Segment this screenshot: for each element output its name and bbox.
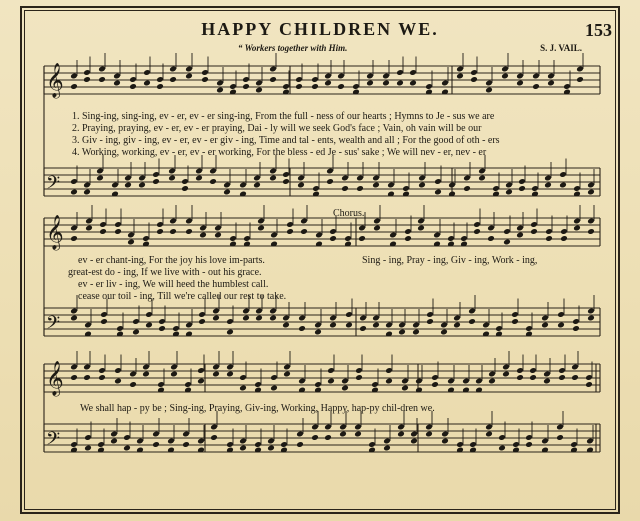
note-head <box>418 182 426 189</box>
note-head <box>156 228 164 235</box>
note-head <box>431 381 439 388</box>
note-head <box>453 322 461 329</box>
note-head <box>169 228 177 235</box>
note-head <box>85 225 93 232</box>
note-head <box>576 76 584 83</box>
note-head <box>359 325 367 332</box>
note-head <box>587 315 595 322</box>
note-head <box>123 445 131 452</box>
note-head <box>585 381 593 388</box>
note-head <box>226 329 234 336</box>
note-head <box>532 83 540 90</box>
verse-3-line-1: 3. Giv - ing, giv - ing, ev - er, ev - er giv - ing, Time and tal - ents, wealth and all ; For the good of oth - ers <box>72 135 500 146</box>
note-head <box>425 431 433 438</box>
note-head <box>129 83 137 90</box>
note-head <box>114 378 122 385</box>
treble-clef-icon: 𝄞 <box>46 215 64 250</box>
note-head <box>242 315 250 322</box>
note-head <box>487 235 495 242</box>
note-head <box>324 434 332 441</box>
note-head <box>295 83 303 90</box>
note-head <box>169 76 177 83</box>
note-head <box>100 318 108 325</box>
note-head <box>547 80 555 87</box>
chorus-lyrics-line-2: We shall hap - py be ; Sing-ing, Praying, Giv-ing, Working, Happy, hap-py chil-dren we. <box>80 403 435 414</box>
note-head <box>501 73 509 80</box>
note-head <box>329 235 337 242</box>
note-head <box>485 87 493 94</box>
note-head <box>198 318 206 325</box>
note-head <box>70 235 78 242</box>
note-head <box>573 225 581 232</box>
verse-2-line-1: 2. Praying, praying, ev - er, ev - er praying, Dai - ly will we seek God's face ; Vain, oh vain will be our <box>72 123 482 134</box>
note-head <box>503 239 511 246</box>
note-head <box>516 374 524 381</box>
note-head <box>434 189 442 196</box>
note-head <box>337 83 345 90</box>
note-head <box>382 80 390 87</box>
note-head <box>478 175 486 182</box>
note-head <box>516 80 524 87</box>
note-head <box>372 182 380 189</box>
note-head <box>212 315 220 322</box>
hymn-subtitle: “ Workers together with Him. <box>238 43 348 53</box>
note-head <box>114 228 122 235</box>
note-head <box>209 178 217 185</box>
note-head <box>84 445 92 452</box>
note-head <box>242 83 250 90</box>
note-head <box>113 80 121 87</box>
note-head <box>498 445 506 452</box>
note-head <box>223 189 231 196</box>
bass-clef-icon: 𝄢 <box>46 429 61 454</box>
note-head <box>545 235 553 242</box>
note-head <box>326 178 334 185</box>
note-head <box>70 189 78 196</box>
note-head <box>282 322 290 329</box>
note-head <box>468 318 476 325</box>
note-head <box>216 87 224 94</box>
note-head <box>541 322 549 329</box>
note-head <box>571 374 579 381</box>
note-head <box>557 322 565 329</box>
note-head <box>255 315 263 322</box>
note-head <box>282 178 290 185</box>
note-head <box>170 371 178 378</box>
note-head <box>412 329 420 336</box>
note-head <box>505 189 513 196</box>
note-head <box>70 83 78 90</box>
note-head <box>373 225 381 232</box>
note-head <box>559 182 567 189</box>
note-head <box>195 175 203 182</box>
staff <box>44 63 600 99</box>
note-head <box>341 185 349 192</box>
note-head <box>239 385 247 392</box>
note-head <box>168 175 176 182</box>
note-head <box>417 225 425 232</box>
treble-clef-icon: 𝄞 <box>46 63 64 98</box>
note-head <box>560 235 568 242</box>
note-head <box>341 385 349 392</box>
note-head <box>96 175 104 182</box>
note-head <box>404 235 412 242</box>
note-head <box>182 441 190 448</box>
note-head <box>300 228 308 235</box>
note-head <box>409 80 417 87</box>
note-head <box>543 378 551 385</box>
note-head <box>556 434 564 441</box>
note-head <box>226 371 234 378</box>
note-head <box>298 325 306 332</box>
note-head <box>158 325 166 332</box>
note-head <box>142 371 150 378</box>
note-head <box>358 235 366 242</box>
note-head <box>257 225 265 232</box>
hymn-title: HAPPY CHILDREN WE. <box>201 19 439 39</box>
note-head <box>327 378 335 385</box>
note-head <box>297 182 305 189</box>
chorus-label: Chorus. <box>333 208 365 219</box>
note-head <box>525 441 533 448</box>
note-head <box>587 228 595 235</box>
note-head <box>110 438 118 445</box>
note-head <box>83 76 91 83</box>
note-head <box>339 431 347 438</box>
note-head <box>145 322 153 329</box>
note-head <box>83 189 91 196</box>
note-head <box>518 185 526 192</box>
note-head <box>143 80 151 87</box>
note-head <box>383 445 391 452</box>
verse-1-line-1: 1. Sing-ing, sing-ing, ev - er, ev - er sing-ing, From the full - ness of our hearts ; Hymns to Je - sus we are <box>72 111 495 122</box>
note-head <box>255 87 263 94</box>
note-head <box>311 434 319 441</box>
note-head <box>83 374 91 381</box>
verse-4-line-2: cease our toil - ing, Till we're called our rest to take. <box>78 291 287 302</box>
note-head <box>270 385 278 392</box>
note-head <box>210 434 218 441</box>
note-head <box>324 80 332 87</box>
note-head <box>488 378 496 385</box>
note-head <box>129 381 137 388</box>
note-head <box>396 80 404 87</box>
verse-4-line-1: 4. Working, working, ev - er, ev - er working, For the bless - ed Je - sus' sake ; We will nev - er, nev - er <box>72 147 487 158</box>
note-head <box>199 232 207 239</box>
note-head <box>366 80 374 87</box>
note-head <box>314 329 322 336</box>
note-head <box>185 228 193 235</box>
note-head <box>127 239 135 246</box>
note-head <box>269 76 277 83</box>
note-head <box>473 228 481 235</box>
note-head <box>356 185 364 192</box>
note-head <box>440 329 448 336</box>
note-head <box>286 228 294 235</box>
staff <box>44 361 600 397</box>
note-head <box>587 189 595 196</box>
note-head <box>410 438 418 445</box>
note-head <box>269 175 277 182</box>
note-head <box>214 232 222 239</box>
note-head <box>345 322 353 329</box>
note-head <box>470 76 478 83</box>
note-head <box>267 445 275 452</box>
note-head <box>152 441 160 448</box>
note-head <box>329 322 337 329</box>
note-head <box>132 329 140 336</box>
note-head <box>138 182 146 189</box>
note-head <box>239 445 247 452</box>
note-head <box>516 232 524 239</box>
note-head <box>124 182 132 189</box>
verse-2-line-2: great-est do - ing, If we live with - out his grace. <box>68 267 262 278</box>
note-head <box>398 329 406 336</box>
note-head <box>212 371 220 378</box>
note-head <box>311 83 319 90</box>
note-head <box>463 185 471 192</box>
note-head <box>401 385 409 392</box>
treble-clef-icon: 𝄞 <box>46 361 64 396</box>
composer-name: S. J. VAIL. <box>540 43 582 53</box>
note-head <box>502 371 510 378</box>
note-head <box>156 83 164 90</box>
note-head <box>185 73 193 80</box>
note-head <box>544 182 552 189</box>
bass-clef-icon: 𝄢 <box>46 173 61 198</box>
note-head <box>99 228 107 235</box>
note-head <box>70 315 78 322</box>
note-head <box>98 76 106 83</box>
verse-3-line-2: ev - er liv - ing, We will heed the humblest call. <box>78 279 269 290</box>
note-head <box>530 228 538 235</box>
note-head <box>354 431 362 438</box>
bass-clef-icon: 𝄢 <box>46 313 61 338</box>
page-number: 153 <box>585 20 612 40</box>
note-head <box>98 374 106 381</box>
note-head <box>296 441 304 448</box>
note-head <box>426 318 434 325</box>
note-head <box>456 73 464 80</box>
note-head <box>152 178 160 185</box>
chorus-lyrics-line-1: Sing - ing, Pray - ing, Giv - ing, Work - ing, <box>362 255 538 266</box>
note-head <box>572 325 580 332</box>
note-head <box>441 438 449 445</box>
note-head <box>485 431 493 438</box>
note-head <box>372 322 380 329</box>
note-head <box>355 374 363 381</box>
note-head <box>201 76 209 83</box>
note-head <box>283 371 291 378</box>
note-head <box>70 374 78 381</box>
verse-1-line-2: ev - er chant-ing, For the joy his love im-parts. <box>78 255 265 266</box>
note-head <box>181 185 189 192</box>
note-head <box>529 374 537 381</box>
note-head <box>385 378 393 385</box>
note-head <box>397 431 405 438</box>
note-head <box>197 378 205 385</box>
note-head <box>253 182 261 189</box>
note-head <box>558 374 566 381</box>
note-head <box>269 315 277 322</box>
note-head <box>511 318 519 325</box>
